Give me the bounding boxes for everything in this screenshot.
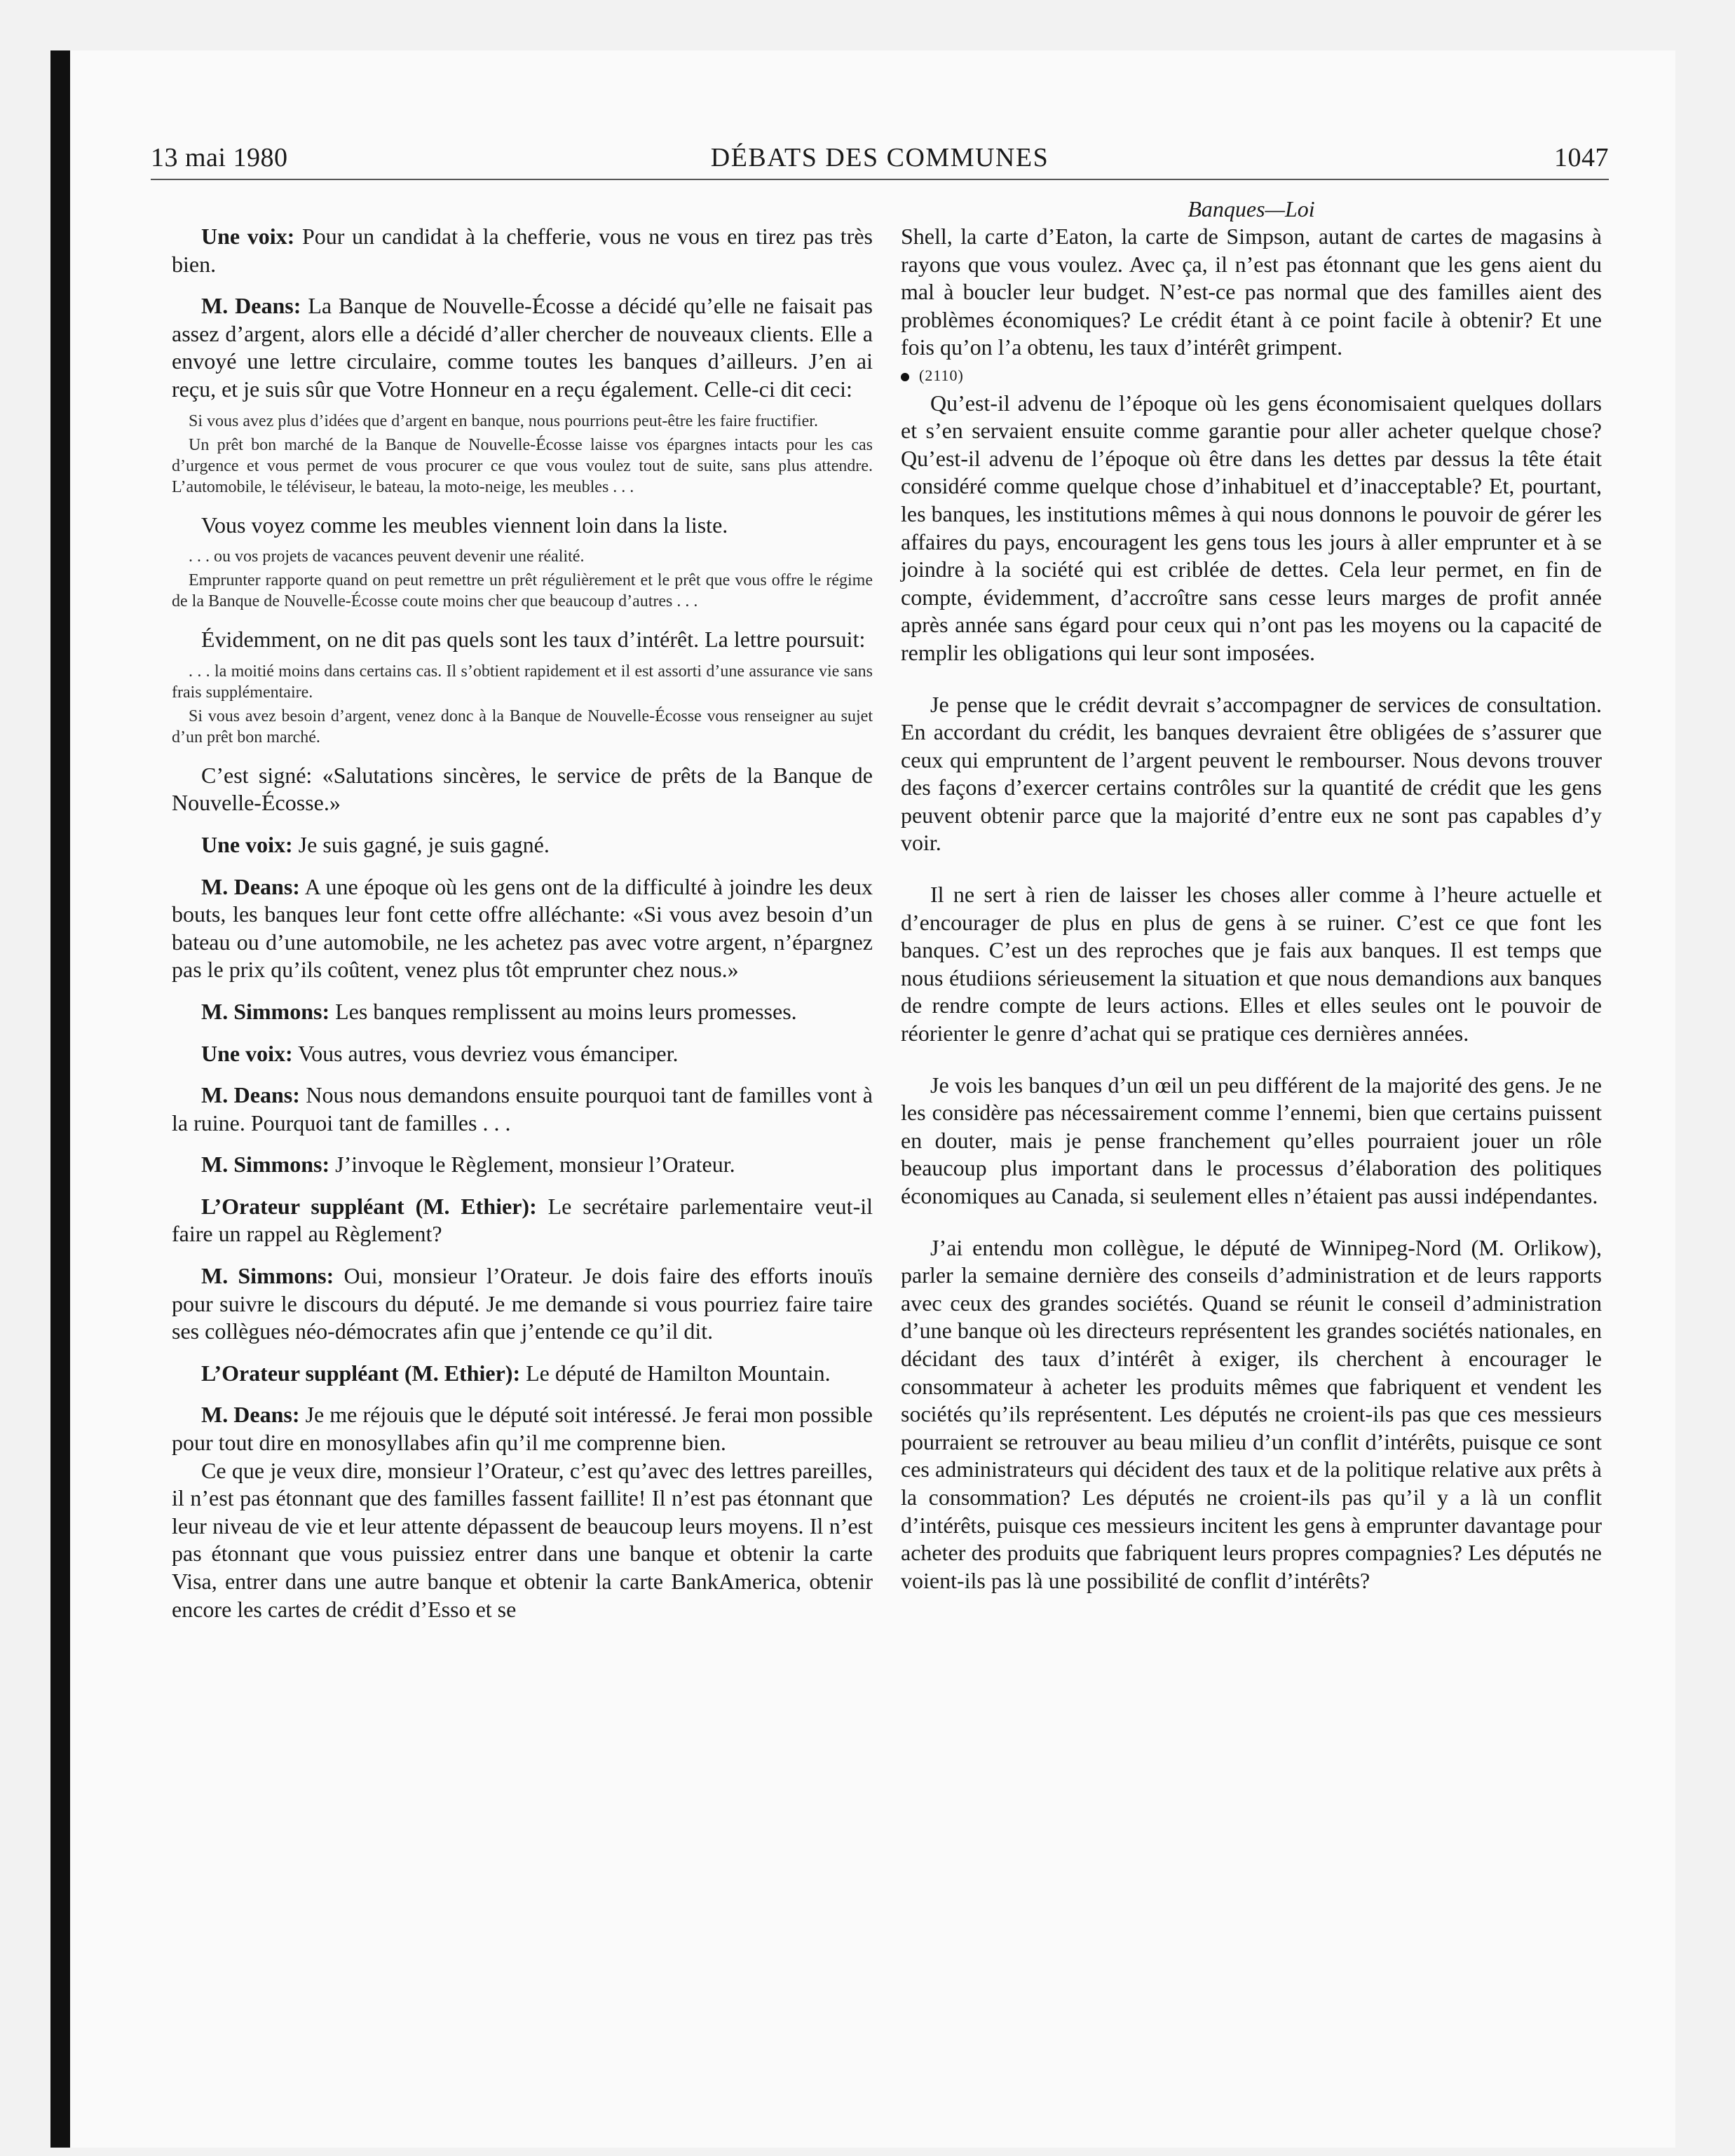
speaker-name: Une voix: [201,831,293,857]
quoted-passage [172,411,873,432]
paragraph-text: Je me réjouis que le député soit intéressé. Je ferai mon possible pour tout dire en monosyllabes afin qu’il me comprenne bien. [172,1402,873,1456]
speech-paragraph [172,1401,873,1456]
paragraph-text: Nous nous demandons ensuite pourquoi tant de familles vont à la ruine. Pourquoi tant de familles . . . [172,1082,873,1135]
paragraph-text: C’est signé: «Salutations sincères, le service de prêts de la Banque de Nouvelle-Écosse.» [172,762,873,816]
speaker-name: M. Deans: [201,293,301,319]
paragraph-text: Qu’est-il advenu de l’époque où les gens économisaient quelques dollars et s’en servaient ensuite comme garantie pour aller acheter quelque chose? Qu’est-il advenu de l’époque où être dans les dettes par dessus la tête était considéré comme quelque chose d’inhabituel et d’inacceptable? Et, pourtant, les banques, les institutions mêmes à qui nous donnons le pouvoir de gérer les affaires du pays, encouragent les gens tous les jours à aller emprunter et à se joindre à la société qui est criblée de dettes. Cela leur permet, en fin de compte, évidemment, d’accroître sans cesse leurs marges de profit année après année sans égard pour ceux qui n’ont pas les moyens ou la capacité de remplir les obligations qui leur sont imposées. [901,390,1602,665]
paragraph-text: Il ne sert à rien de laisser les choses aller comme à l’heure actuelle et d’encourager de plus en plus de gens à se ruiner. C’est ce que font les banques. C’est un des reproches que je fais aux banques. Il est temps que nous étudiions sérieusement la situation et que nous demandions aux banques de rendre compte de leurs actions. Elles et elles seules ont le pouvoir de réorienter le genre d’achat qui se pratique ces dernières années. [901,882,1602,1046]
speech-paragraph [172,1360,873,1388]
speech-paragraph [172,292,873,403]
speech-paragraph [172,223,873,278]
text-paragraph [172,512,873,540]
paragraph-text: Je pense que le crédit devrait s’accompagner de services de consultation. En accordant du crédit, les banques devraient être obligées de s’assurer que ceux qui empruntent de l’argent peuvent le rembourser. Nous devons trouver des façons d’exercer certains contrôles sur la quantité de crédit que les gens peuvent obtenir parce que la majorité d’entre eux ne sont pas capables d’y voir. [901,691,1602,856]
paragraph-text: Vous autres, vous devriez vous émanciper. [292,1040,679,1066]
text-paragraph [172,1457,873,1624]
paragraph-text: Si vous avez besoin d’argent, venez donc à la Banque de Nouvelle-Écosse vous renseigner au sujet d’un prêt bon marché. [172,707,873,746]
text-paragraph [172,626,873,654]
paragraph-text: Ce que je veux dire, monsieur l’Orateur, c’est qu’avec des lettres pareilles, il n’est pas étonnant que des familles fassent faillite! Il n’est pas étonnant que leur niveau de vie et leur attente dépassent de beaucoup leurs moyens. Il n’est pas étonnant que vous puissiez entrer dans une banque et obtenir la carte Visa, entrer dans une autre banque et obtenir la carte BankAmerica, obtenir encore les cartes de crédit d’Esso et se [172,1457,873,1622]
speech-paragraph [172,1040,873,1068]
paragraph-text: Oui, monsieur l’Orateur. Je dois faire des efforts inouïs pour suivre le discours du député. Je me demande si vous pourriez faire taire ses collègues néo-démocrates afin que j’entende ce qu’il dit. [172,1263,873,1344]
speech-paragraph [172,1151,873,1179]
paragraph-text: A une époque où les gens ont de la difficulté à joindre les deux bouts, les banques leur font cette offre alléchante: «Si vous avez besoin d’un bateau ou d’une automobile, ne les achetez pas avec votre argent, n’épargnez pas le prix qu’ils coûtent, venez plus tôt emprunter chez nous.» [172,873,873,983]
header-title: DÉBATS DES COMMUNES [710,143,1049,172]
paragraph-text: Vous voyez comme les meubles viennent loin dans la liste. [201,512,728,538]
paragraph-text: J’invoque le Règlement, monsieur l’Orateur. [329,1152,735,1178]
text-paragraph [172,762,873,817]
text-paragraph [901,1072,1602,1210]
paragraph-text: La Banque de Nouvelle-Écosse a décidé qu’elle ne faisait pas assez d’argent, alors elle a décidé d’aller chercher de nouveaux clients. Elle a envoyé une lettre circulaire, comme toutes les banques d’ailleurs. J’en ai reçu, et je suis sûr que Votre Honneur en a reçu également. Celle-ci dit ceci: [172,293,873,402]
speaker-name: M. Simmons: [201,1263,334,1289]
speaker-name: M. Deans: [201,873,300,899]
speaker-name: M. Simmons: [201,1152,330,1178]
timecode-marker [901,362,1602,390]
speaker-name: Une voix: [201,224,295,249]
speech-paragraph [172,873,873,984]
quoted-passage [172,546,873,567]
page-header [151,137,1609,180]
paragraph-text: Je vois les banques d’un œil un peu différent de la majorité des gens. Je ne les considère pas nécessairement comme l’ennemi, bien que certains puissent en douter, mais je pense franchement qu’elles pourraient jouer un rôle beaucoup plus important dans le processus d’élaboration des politiques économiques au Canada, si seulement elles n’étaient pas aussi indépendantes. [901,1072,1602,1208]
paragraph-text: . . . ou vos projets de vacances peuvent devenir une réalité. [189,547,585,566]
paragraph-text: Un prêt bon marché de la Banque de Nouvelle-Écosse laisse vos épargnes intacts pour les cas d’urgence et vous permet de vous procurer ce que vous voulez tout de suite, sans plus attendre. L’automobile, le téléviseur, le bateau, la moto-neige, les meubles . . . [172,435,873,496]
speaker-name: Une voix: [201,1040,293,1066]
paragraph-text: Je suis gagné, je suis gagné. [292,831,550,857]
speaker-name: M. Simmons: [201,998,330,1024]
speech-paragraph [172,831,873,859]
paragraph-text: Les banques remplissent au moins leurs promesses. [329,998,797,1024]
speech-paragraph [172,998,873,1026]
text-paragraph [901,691,1602,858]
speaker-name: M. Deans: [201,1402,300,1428]
running-head: Banques—Loi [1188,196,1315,221]
header-page-number: 1047 [1554,143,1609,172]
paragraph-text: Le député de Hamilton Mountain. [520,1360,831,1386]
speaker-name: M. Deans: [201,1082,300,1108]
paragraph-text: Si vous avez plus d’idées que d’argent en banque, nous pourrions peut-être les faire fructifier. [189,411,818,430]
paragraph-text: Évidemment, on ne dit pas quels sont les taux d’intérêt. La lettre poursuit: [201,627,866,653]
text-paragraph [901,223,1602,362]
paragraph-text: J’ai entendu mon collègue, le député de Winnipeg-Nord (M. Orlikow), parler la semaine dernière des conseils d’administration et de leurs rapports avec ceux des grandes sociétés. Quand se réunit le conseil d’administration d’une banque où les directeurs représentent les grandes sociétés nationales, en décidant des taux d’intérêt à exiger, ils cherchent à encourager le consommateur à acheter les produits mêmes que fabriquent et vendent les sociétés qu’ils représentent. Les députés ne croient-ils pas que ces messieurs pourraient se retrouver au beau milieu d’un conflit d’intérêts, puisque ce sont ces administrateurs qui décident des taux et de la politique relative aux prêts à la consommation? Les députés ne croient-ils pas qu’il y a là un conflit d’intérêts, puisque ces messieurs incitent les gens à emprunter davantage pour acheter des produits que fabriquent leurs propres compagnies? Les députés ne voient-ils pas là une possibilité de conflit d’intérêts? [901,1234,1602,1593]
paragraph-text: Shell, la carte d’Eaton, la carte de Simpson, autant de cartes de magasins à rayons que vous voulez. Avec ça, il n’est pas étonnant que les gens aient du mal à boucler leur budget. N’est-ce pas normal que des familles aient des problèmes économiques? Le crédit étant à ce point facile à obtenir? Et une fois qu’on l’a obtenu, les taux d’intérêt grimpent. [901,224,1602,360]
quoted-passage [172,570,873,612]
bullet-icon [901,373,909,381]
speech-paragraph [172,1082,873,1137]
paragraph-text: . . . la moitié moins dans certains cas. Il s’obtient rapidement et il est assorti d’une assurance vie sans frais supplémentaire. [172,662,873,702]
paragraph-text: Emprunter rapporte quand on peut remettre un prêt régulièrement et le prêt que vous offre le régime de la Banque de Nouvelle-Écosse coute moins cher que beaucoup d’autres . . . [172,571,873,611]
paragraph-text: Le secrétaire parlementaire veut-il faire un rappel au Règlement? [172,1193,873,1247]
right-column [901,195,1602,1595]
quoted-passage [172,435,873,498]
timecode-text: (2110) [919,366,964,384]
header-date: 13 mai 1980 [151,143,288,172]
speaker-name: L’Orateur suppléant (M. Ethier): [201,1360,521,1386]
text-paragraph [901,881,1602,1048]
quoted-passage [172,706,873,748]
speech-paragraph [172,1262,873,1346]
paragraph-text: Pour un candidat à la chefferie, vous ne vous en tirez pas très bien. [172,224,873,277]
scan-edge [50,50,70,2148]
quoted-passage [172,661,873,703]
speaker-name: L’Orateur suppléant (M. Ethier): [201,1193,537,1219]
text-paragraph [901,390,1602,667]
left-column [172,223,873,1623]
speech-paragraph [172,1193,873,1248]
text-paragraph [901,1234,1602,1595]
